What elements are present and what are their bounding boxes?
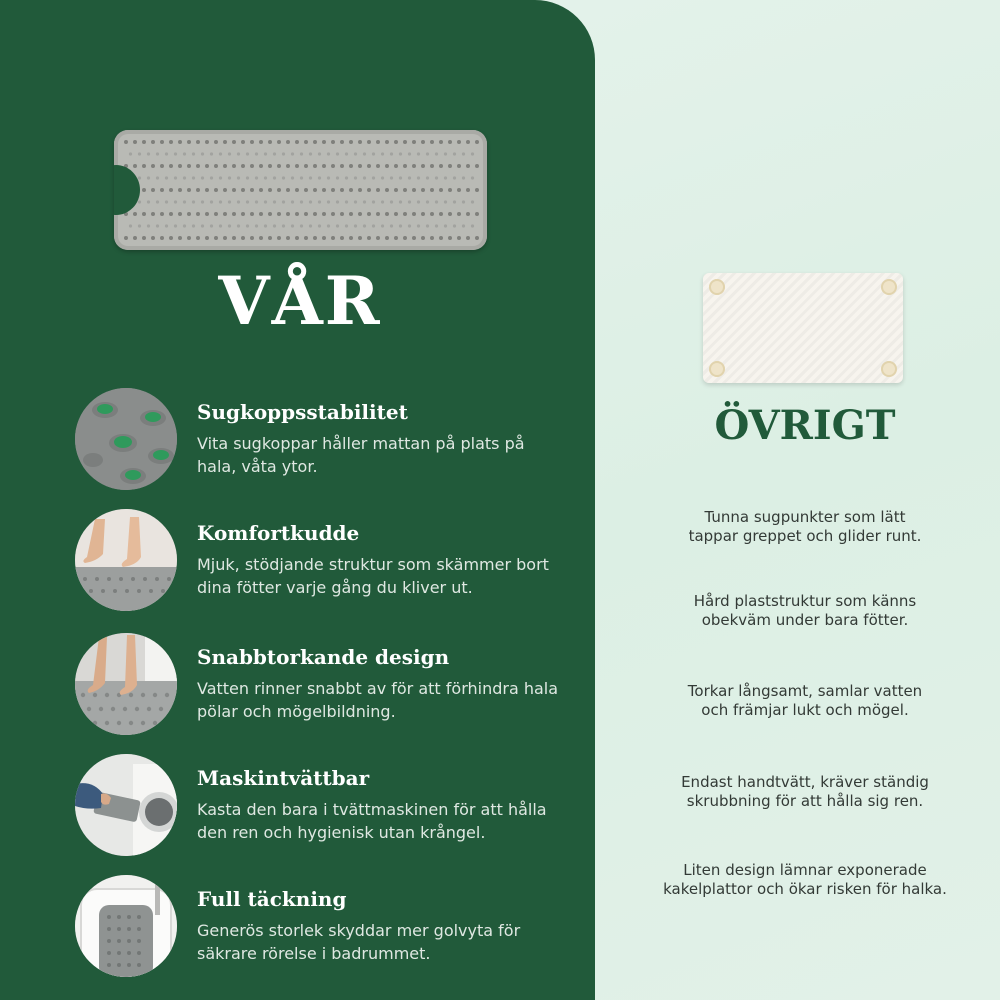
product-mat-image bbox=[114, 130, 487, 250]
suction-cup-icon bbox=[709, 279, 725, 295]
drawback-line: kakelplattor och ökar risken för halka. bbox=[663, 880, 947, 898]
ours-title: VÅR bbox=[218, 262, 382, 340]
suction-cup-icon bbox=[709, 361, 725, 377]
feature-item bbox=[75, 875, 575, 979]
drawback-line: Endast handtvätt, kräver ständig bbox=[681, 773, 929, 791]
drawback-text bbox=[640, 592, 970, 630]
suction-cup-icon bbox=[881, 361, 897, 377]
bathtub-mat-thumbnail bbox=[75, 875, 177, 977]
feature-item bbox=[75, 633, 575, 737]
drawback-line: Hård plaststruktur som känns bbox=[693, 592, 917, 610]
feature-description: Generös storlek skyddar mer golvyta för säkrare rörelse i badrummet. bbox=[197, 921, 521, 963]
drawback-line: skrubbning för att hålla sig ren. bbox=[686, 792, 924, 810]
wet-mat-thumbnail bbox=[75, 633, 177, 735]
drawback-text bbox=[640, 682, 970, 720]
feature-item bbox=[75, 388, 575, 492]
drawback-line: tappar greppet och glider runt. bbox=[688, 527, 922, 545]
mat-texture bbox=[703, 273, 903, 383]
feature-title: Snabbtorkande design bbox=[197, 645, 450, 669]
drawback-line: Tunna sugpunkter som lätt bbox=[704, 508, 906, 526]
feature-item bbox=[75, 754, 575, 858]
feature-title: Maskintvättbar bbox=[197, 766, 370, 790]
feature-title: Komfortkudde bbox=[197, 521, 360, 545]
washing-machine-thumbnail bbox=[75, 754, 177, 856]
other-title: ÖVRIGT bbox=[714, 402, 896, 449]
drawback-line: Liten design lämnar exponerade bbox=[683, 861, 927, 879]
mat-holes-pattern bbox=[114, 130, 487, 250]
drawback-line: obekväm under bara fötter. bbox=[701, 611, 909, 629]
feature-description: Mjuk, stödjande struktur som skämmer bort dina fötter varje gång du kliver ut. bbox=[197, 555, 549, 597]
drawback-text bbox=[640, 508, 970, 546]
drawback-text bbox=[640, 861, 970, 899]
drawback-text bbox=[640, 773, 970, 811]
feature-item bbox=[75, 509, 575, 613]
feature-title: Sugkoppsstabilitet bbox=[197, 400, 408, 424]
feature-description: Kasta den bara i tvättmaskinen för att hålla den ren och hygienisk utan krångel. bbox=[197, 800, 547, 842]
drawback-line: och främjar lukt och mögel. bbox=[701, 701, 909, 719]
drawback-line: Torkar långsamt, samlar vatten bbox=[687, 682, 923, 700]
feet-on-mat-thumbnail bbox=[75, 509, 177, 611]
feature-description: Vita sugkoppar håller mattan på plats på hala, våta ytor. bbox=[197, 434, 525, 476]
suction-cup-icon bbox=[881, 279, 897, 295]
other-mat-image bbox=[703, 273, 903, 383]
suction-cups-thumbnail bbox=[75, 388, 177, 490]
feature-title: Full täckning bbox=[197, 887, 347, 911]
feature-description: Vatten rinner snabbt av för att förhindra hala pölar och mögelbildning. bbox=[197, 679, 559, 721]
